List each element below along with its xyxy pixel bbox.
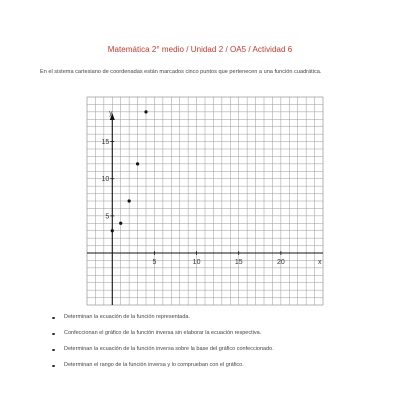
y-tick-label: 10 [101,176,110,184]
bullet-icon [52,333,55,336]
x-tick-label: 15 [234,259,243,266]
bullet-icon [52,349,55,352]
y-tick-label: 15 [101,139,110,147]
task-text: Determinan la ecuación de la función representada. [64,314,190,320]
data-point [144,110,147,113]
grid [87,97,323,305]
task-item [52,346,274,353]
y-axis-label: y [109,110,113,117]
x-axis-label: x [317,259,322,266]
task-text: Confeccionan el gráfico de la función inversa sin elaborar la ecuación respectiva. [64,330,262,336]
data-point [111,229,114,232]
task-item [52,362,274,369]
task-text: Determinan la ecuación de la función inversa sobre la base del gráfico confeccionado. [64,346,274,352]
task-item [52,314,274,321]
intro-paragraph: En el sistema cartesiano de coordenadas están marcados cinco puntos que pertenecen a una función cuadrática. [40,69,322,75]
x-tick-label: 10 [192,259,201,266]
data-point [136,162,139,165]
tick-labels [101,110,321,266]
data-point [128,199,131,202]
x-tick-label: 20 [276,259,285,266]
bullet-icon [52,365,55,368]
task-item [52,330,274,337]
data-point [119,222,122,225]
y-tick-label: 5 [105,213,110,221]
bullet-icon [52,317,55,320]
task-list [52,314,274,378]
task-text: Determinan el rango de la función inversa y lo comprueban con el gráfico. [64,362,244,368]
x-tick-label: 5 [152,259,157,266]
page-title: Matemática 2° medio / Unidad 2 / OA5 / Actividad 6 [107,45,293,54]
